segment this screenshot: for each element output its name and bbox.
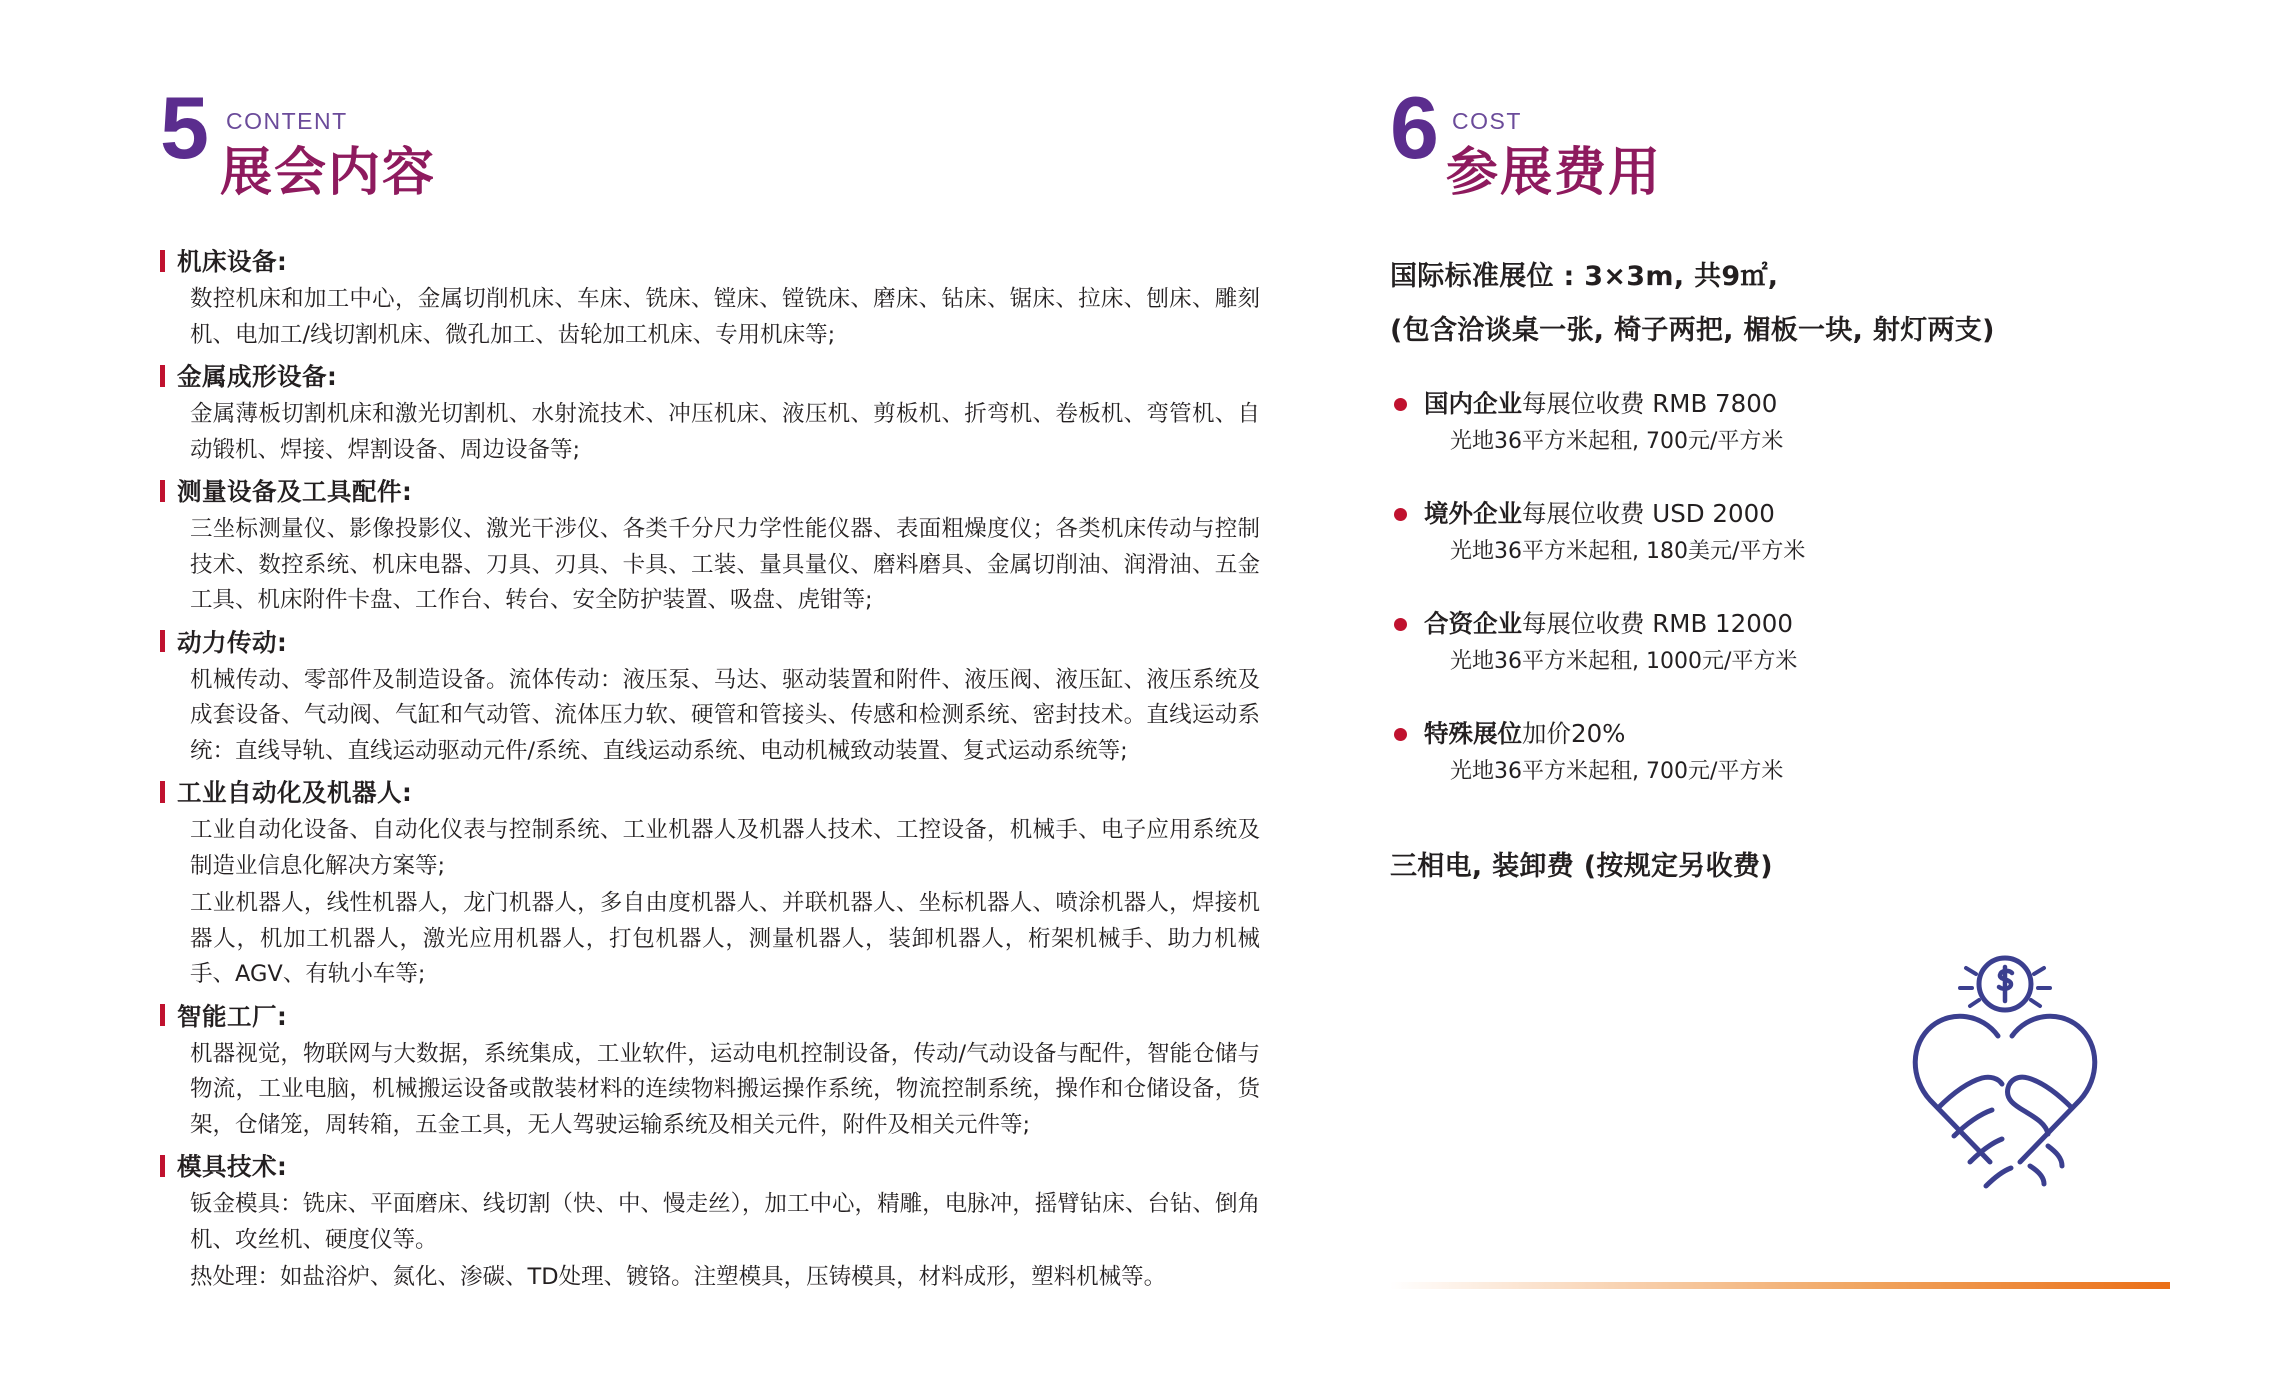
category-title: 工业自动化及机器人: — [177, 778, 413, 807]
price-label: 合资企业 — [1424, 609, 1522, 638]
bullet-bar-icon — [160, 1155, 165, 1177]
price-sub-note: 光地36平方米起租, 180美元/平方米 — [1450, 539, 1806, 564]
price-main-row — [1424, 386, 2150, 422]
booth-spec-line: (包含洽谈桌一张, 椅子两把, 楣板一块, 射灯两支) — [1390, 315, 1995, 346]
category-block — [160, 358, 1260, 468]
category-paragraph: 机械传动、零部件及制造设备。流体传动：液压泵、马达、驱动装置和附件、液压阀、液压缸、液压系统及成套设备、气动阀、气缸和气动管、流体压力软、硬管和管接头、传感和检测系统、密封技术。直线运动系统：直线导轨、直线运动驱动元件/系统、直线运动系统、电动机械致动装置、复式运动系统等; — [190, 666, 1260, 764]
category-block — [160, 998, 1260, 1144]
category-block — [160, 774, 1260, 993]
category-title-row — [160, 473, 1260, 508]
booth-spec-line: 国际标准展位 : 3×3m, 共9㎡, — [1390, 261, 1779, 292]
price-value: 每展位收费 RMB 12000 — [1522, 609, 1793, 638]
price-item — [1390, 496, 2150, 572]
price-main-row — [1424, 496, 2150, 532]
price-item — [1390, 606, 2150, 682]
category-title: 测量设备及工具配件: — [177, 477, 413, 506]
category-paragraph: 工业机器人，线性机器人，龙门机器人，多自由度机器人、并联机器人、坐标机器人、喷涂机器人，焊接机器人，机加工机器人，激光应用机器人，打包机器人，测量机器人，装卸机器人，桁架机械手、助力机械手、AGV、有轨小车等; — [190, 890, 1260, 987]
category-title-row — [160, 1148, 1260, 1183]
price-item — [1390, 716, 2150, 792]
category-title-row — [160, 358, 1260, 393]
price-sub-note: 光地36平方米起租, 700元/平方米 — [1450, 429, 1784, 454]
price-sub-note: 光地36平方米起租, 1000元/平方米 — [1450, 649, 1798, 674]
cost-footnote: 三相电, 装卸费 (按规定另收费) — [1390, 851, 1773, 882]
category-title-row — [160, 624, 1260, 659]
bullet-dot-icon — [1394, 508, 1407, 521]
category-title-row — [160, 774, 1260, 809]
category-title: 智能工厂: — [177, 1001, 288, 1031]
cost-details — [1390, 250, 2150, 883]
bullet-bar-icon — [160, 630, 165, 652]
price-item — [1390, 386, 2150, 462]
section-title-en: CONTENT — [226, 108, 348, 134]
category-paragraph: 数控机床和加工中心，金属切削机床、车床、铣床、镗床、镗铣床、磨床、钻床、锯床、拉床、刨床、雕刻机、电加工/线切割机床、微孔加工、齿轮加工机床、专用机床等; — [190, 286, 1260, 348]
price-label: 特殊展位 — [1424, 719, 1522, 748]
section-number: 6 — [1390, 78, 1439, 177]
bullet-bar-icon — [160, 781, 165, 803]
category-paragraph: 金属薄板切割机床和激光切割机、水射流技术、冲压机床、液压机、剪板机、折弯机、卷板机、弯管机、自动锻机、焊接、焊割设备、周边设备等; — [190, 401, 1260, 463]
price-list — [1390, 386, 2150, 792]
price-main-row — [1424, 606, 2150, 642]
category-title: 金属成形设备: — [177, 362, 338, 391]
section-title-cn: 参展费用 — [1446, 143, 1663, 203]
bullet-bar-icon — [160, 1004, 165, 1026]
category-block — [160, 473, 1260, 619]
section-title-en: COST — [1452, 108, 1522, 134]
category-paragraph: 工业自动化设备、自动化仪表与控制系统、工业机器人及机器人技术、工控设备，机械手、电子应用系统及制造业信息化解决方案等; — [190, 817, 1260, 879]
category-title: 机床设备: — [177, 247, 288, 276]
price-main-row — [1424, 716, 2150, 752]
price-value: 加价20% — [1522, 719, 1626, 748]
section-content-header — [160, 0, 1280, 203]
bullet-bar-icon — [160, 480, 165, 502]
category-paragraph: 机器视觉，物联网与大数据，系统集成，工业软件，运动电机控制设备，传动/气动设备与配件，智能仓储与物流，工业电脑，机械搬运设备或散装材料的连续物料搬运操作系统，物流控制系统，操作和仓储设备，货架，仓储笼，周转箱，五金工具，无人驾驶运输系统及相关元件，附件及相关元件等; — [190, 1040, 1260, 1138]
category-paragraph: 钣金模具：铣床、平面磨床、线切割（快、中、慢走丝），加工中心，精雕，电脉冲，摇臂钻床、台钻、倒角机、攻丝机、硬度仪等。 — [190, 1191, 1260, 1253]
category-paragraph: 三坐标测量仪、影像投影仪、激光干涉仪、各类千分尺力学性能仪器、表面粗燥度仪；各类机床传动与控制技术、数控系统、机床电器、刀具、刃具、卡具、工装、量具量仪、磨料磨具、金属切削油、润滑油、五金工具、机床附件卡盘、工作台、转台、安全防护装置、吸盘、虎钳等; — [190, 516, 1260, 613]
bullet-dot-icon — [1394, 728, 1407, 741]
price-label: 国内企业 — [1424, 389, 1522, 418]
section-number: 5 — [160, 78, 209, 177]
category-block — [160, 624, 1260, 770]
bullet-dot-icon — [1394, 398, 1407, 411]
bottom-gradient-rule — [1390, 1282, 2170, 1289]
bullet-dot-icon — [1394, 618, 1407, 631]
category-paragraph: 热处理：如盐浴炉、氮化、渗碳、TD处理、镀铬。注塑模具，压铸模具，材料成形，塑料机械等。 — [190, 1264, 1167, 1290]
category-block — [160, 1148, 1260, 1296]
price-sub-note: 光地36平方米起租, 700元/平方米 — [1450, 759, 1784, 784]
section-cost-header — [1390, 0, 2170, 203]
price-value: 每展位收费 RMB 7800 — [1522, 389, 1778, 418]
bullet-bar-icon — [160, 250, 165, 272]
section-content — [160, 0, 1280, 1386]
content-categories — [160, 238, 1260, 1298]
handshake-dollar-icon — [1880, 940, 2130, 1240]
category-title-row — [160, 243, 1260, 278]
category-block — [160, 243, 1260, 353]
category-title-row — [160, 998, 1260, 1033]
category-title: 模具技术: — [177, 1152, 288, 1181]
price-value: 每展位收费 USD 2000 — [1522, 499, 1775, 528]
bullet-bar-icon — [160, 365, 165, 387]
category-title: 动力传动: — [177, 627, 288, 657]
price-label: 境外企业 — [1424, 499, 1522, 528]
section-title-cn: 展会内容 — [220, 143, 437, 203]
